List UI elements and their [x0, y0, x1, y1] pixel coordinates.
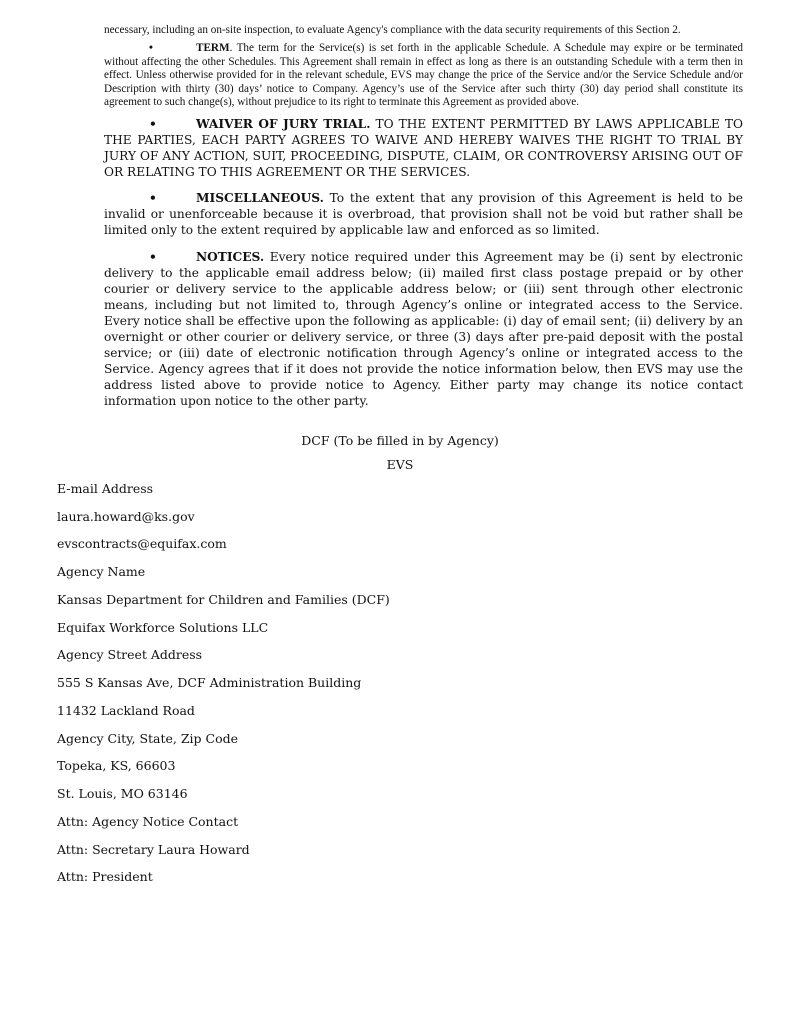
value-agency-street-address: 555 S Kansas Ave, DCF Administration Building — [57, 675, 362, 690]
label-agency-street-address: Agency Street Address — [57, 647, 203, 662]
top-fragment: necessary, including an on-site inspection, to evaluate Agency's compliance with the data security requirements of this Section 2. — [104, 24, 681, 36]
section-text: To the extent that any provision of this Agreement is held to be invalid or unenforceable because it is overbroad, that provision shall not be void but rather shall be limited only to the extent required by applicable law and enforced as so limited. — [104, 191, 743, 237]
value-evs-attn: Attn: President — [57, 869, 153, 884]
bullet: • — [149, 42, 153, 54]
section-miscellaneous — [104, 190, 743, 238]
label-email-address: E-mail Address — [57, 481, 154, 496]
section-heading: TERM — [196, 42, 230, 54]
value-evs-city-state-zip: St. Louis, MO 63146 — [57, 786, 188, 801]
section-text: Every notice required under this Agreement may be (i) sent by electronic delivery to the applicable email address below; (ii) mailed first class postage prepaid or by other courier or delivery service to the applicable address below; or (iii) sent through other electronic means, including but not limited to, through Agency’s online or integrated access to the Service. Every notice shall be effective upon the following as applicable: (i) day of email sent; (ii) delivery by an overnight or other courier or delivery service, or three (3) days after pre-paid deposit with the postal service; or (iii) date of electronic notification through Agency’s online or integrated access to the Service. Agency agrees that if it does not provide the notice information below, then EVS may use the address listed above to provide notice to Agency. Either party may change its notice contact information upon notice to the other party. — [104, 250, 743, 408]
value-evs-email: evscontracts@equifax.com — [57, 536, 227, 551]
value-agency-email: laura.howard@ks.gov — [57, 509, 195, 524]
section-heading: WAIVER OF JURY TRIAL. — [196, 117, 371, 131]
value-agency-city-state-zip: Topeka, KS, 66603 — [57, 758, 176, 773]
label-agency-name: Agency Name — [57, 564, 146, 579]
section-term — [104, 42, 743, 110]
column-header-agency: DCF (To be filled in by Agency) — [301, 433, 499, 448]
value-agency-attn: Attn: Secretary Laura Howard — [57, 842, 250, 857]
section-heading: NOTICES. — [196, 250, 265, 264]
section-text: . The term for the Service(s) is set forth in the applicable Schedule. A Schedule may expire or be terminated without affecting the other Schedules. This Agreement shall remain in effect as long as there is an outstanding Schedule with a term then in effect. Unless otherwise provided for in the relevant schedule, EVS may change the price of the Service and/or the Service Schedule and/or Description with thirty (30) days’ notice to Company. Agency’s use of the Service after such thirty (30) day period shall constitute its agreement to such change(s), without prejudice to its right to terminate this Agreement as provided above. — [104, 42, 743, 108]
section-heading: MISCELLANEOUS. — [196, 191, 324, 205]
bullet: • — [149, 191, 157, 205]
section-notices — [104, 249, 743, 409]
value-agency-name: Kansas Department for Children and Families (DCF) — [57, 592, 390, 607]
label-agency-city-state-zip: Agency City, State, Zip Code — [57, 731, 238, 746]
value-evs-street-address: 11432 Lackland Road — [57, 703, 195, 718]
section-waiver-of-jury-trial — [104, 116, 743, 180]
value-evs-name: Equifax Workforce Solutions LLC — [57, 620, 269, 635]
section-text: TO THE EXTENT PERMITTED BY LAWS APPLICABLE TO THE PARTIES, EACH PARTY AGREES TO WAIVE AND HEREBY WAIVES THE RIGHT TO TRIAL BY JURY OF ANY ACTION, SUIT, PROCEEDING, DISPUTE, CLAIM, OR CONTROVERSY ARISING OUT OF OR RELATING TO THIS AGREEMENT OR THE SERVICES. — [104, 117, 744, 179]
column-header-evs: EVS — [386, 457, 414, 472]
label-attn: Attn: Agency Notice Contact — [57, 814, 239, 829]
bullet: • — [149, 250, 157, 264]
bullet: • — [149, 117, 157, 131]
